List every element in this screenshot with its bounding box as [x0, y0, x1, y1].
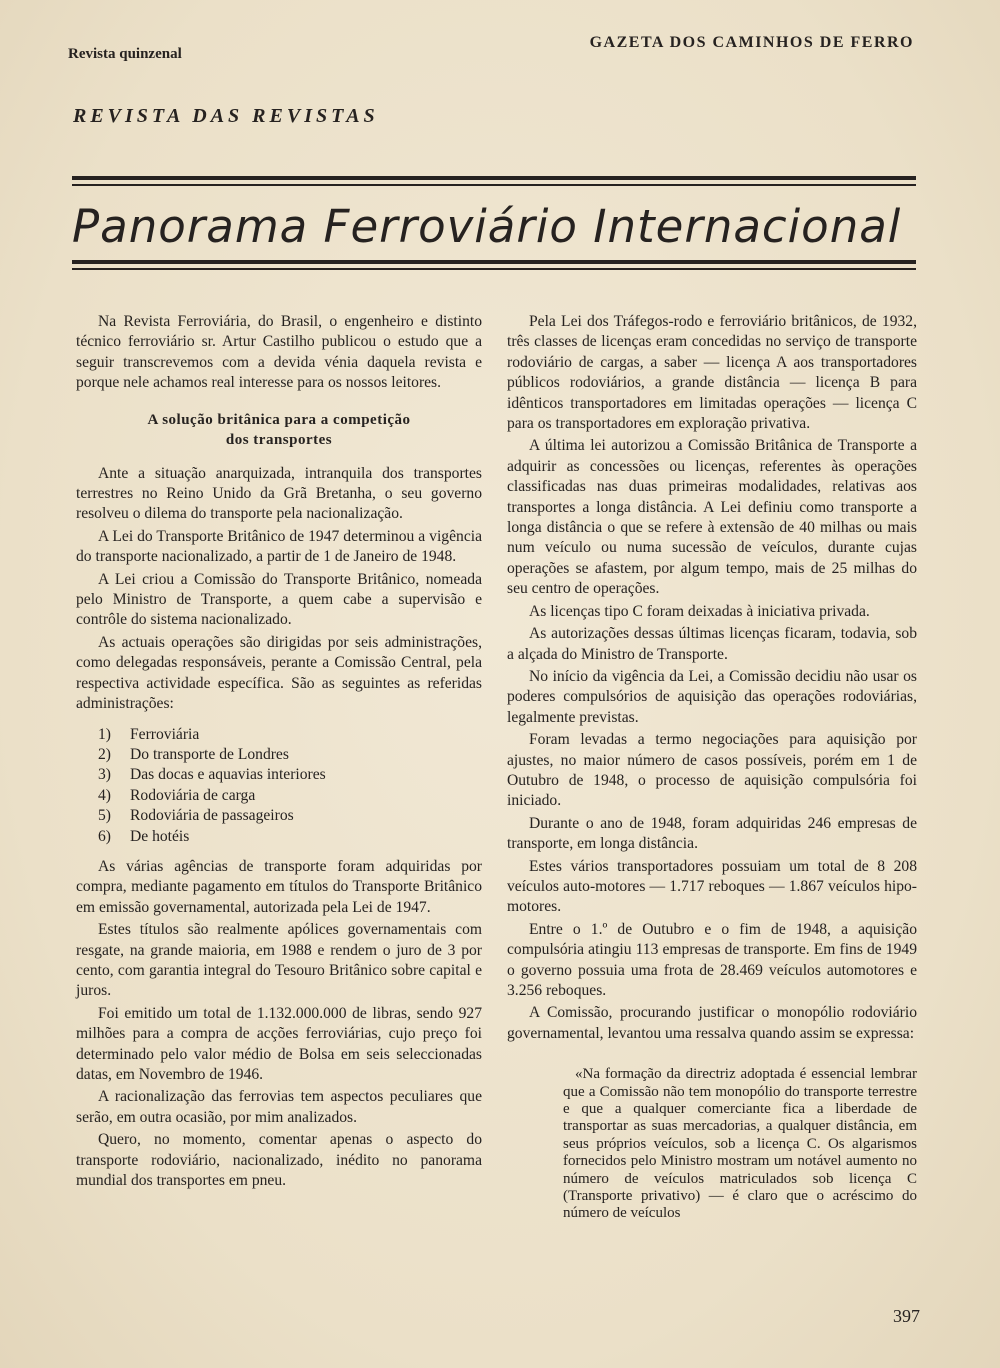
paragraph: Estes títulos são realmente apólices governamentais com resgate, na grande maioria, em 1988 e rendem o juro de 3 por cento, com garantia integral do Tesouro Britânico sobre capital e juros.	[76, 921, 482, 1000]
list-item	[98, 745, 482, 765]
list-number: 2)	[98, 745, 111, 763]
paragraph: Quero, no momento, comentar apenas o aspecto do transporte rodoviário, nacionalizado, inédito no panorama mundial dos transportes em pneu.	[76, 1131, 482, 1190]
list-text: Ferroviária	[130, 725, 200, 743]
paragraph: Entre o 1.º de Outubro e o fim de 1948, a aquisição compulsória atingiu 113 empresas de transporte. Em fins de 1949 o governo possuia uma frota de 28.469 veículos automotores e 3.256 reboques.	[507, 920, 917, 999]
paragraph: As licenças tipo C foram deixadas à iniciativa privada.	[529, 602, 870, 620]
list-text: Do transporte de Londres	[130, 745, 289, 763]
title-rule-bottom-thick	[72, 260, 916, 264]
list-number: 6)	[98, 827, 111, 845]
section-title: REVISTA DAS REVISTAS	[73, 105, 379, 127]
paragraph: Estes vários transportadores possuiam um total de 8 208 veículos auto-motores — 1.717 reboques — 1.867 veículos hipo-motores.	[507, 857, 917, 916]
list-item	[98, 806, 482, 826]
right-column	[507, 312, 917, 1223]
header-left: Revista quinzenal	[68, 46, 182, 62]
list-text: Rodoviária de carga	[130, 786, 256, 804]
subheading	[76, 410, 482, 450]
list-text: De hotéis	[130, 827, 190, 845]
paragraph: Ante a situação anarquizada, intranquila dos transportes terrestres no Reino Unido da Grã Bretanha, o seu governo resolveu o dilema do transporte pela nacionalização.	[76, 464, 482, 523]
list-item	[98, 725, 482, 745]
paragraph: A Lei do Transporte Britânico de 1947 determinou a vigência do transporte nacionalizado, a partir de 1 de Janeiro de 1948.	[76, 527, 482, 566]
paragraph: As várias agências de transporte foram adquiridas por compra, mediante pagamento em títulos do Transporte Britânico em emissão governamental, autorizada pela Lei de 1947.	[76, 857, 482, 916]
list-text: Das docas e aquavias interiores	[130, 766, 326, 784]
paragraph: A racionalização das ferrovias tem aspectos peculiares que serão, em outra ocasião, por mim analizados.	[76, 1088, 482, 1126]
left-column	[76, 312, 482, 1193]
list-item	[98, 765, 482, 785]
paragraph: No início da vigência da Lei, a Comissão decidiu não usar os poderes compulsórios de aquisição das operações rodoviárias, legalmente previstas.	[507, 667, 917, 726]
subheading-line-1: A solução britânica para a competição	[147, 411, 411, 428]
list-item	[98, 786, 482, 806]
block-quote: «Na formação da directriz adoptada é essencial lembrar que a Comissão não tem monopólio do transporte terrestre e que a qualquer comerciante fica a liberdade de transportar as suas mercadorias, a qualquer distância, em seus próprios veículos, sob a licença C. Os algarismos fornecidos pelo Ministro mostram um notável aumento no número de veículos matriculados sob licença C (Transporte privativo) — é claro que o acréscimo do número de veículos	[563, 1066, 917, 1222]
list-number: 1)	[98, 725, 111, 743]
page-number: 397	[893, 1306, 920, 1326]
paragraph: Pela Lei dos Tráfegos-rodo e ferroviário britânicos, de 1932, três classes de licenças eram concedidas no serviço de transporte rodoviário de cargas, a saber — licença A aos transportadores públicos rodoviários, a grande distância — licença B para idênticos transportadores em limitadas operações — licença C para os transportadores em exploração privativa.	[507, 313, 917, 433]
header-right: GAZETA DOS CAMINHOS DE FERRO	[589, 34, 914, 51]
paragraph: Foram levadas a termo negociações para aquisição por ajustes, no maior número de casos possíveis, porém em 1 de Outubro de 1948, o processo de aquisição compulsória foi iniciado.	[507, 731, 917, 810]
title-rule-top-thick	[72, 176, 916, 180]
list-text: Rodoviária de passageiros	[130, 807, 294, 825]
title-rule-top-thin	[72, 184, 916, 186]
paragraph: As actuais operações são dirigidas por seis administrações, como delegadas responsáveis, perante a Comissão Central, pela respectiva actividade específica. São as seguintes as referidas administrações:	[76, 633, 482, 713]
subheading-line-2: dos transportes	[225, 431, 333, 448]
list-number: 3)	[98, 766, 111, 784]
paragraph: A última lei autorizou a Comissão Britânica de Transporte a adquirir as concessões ou licenças, referentes às operações classificadas nas duas primeiras modalidades, relativas aos transportes a longa distância. A Lei definiu como transporte a longa distância o que se refere à extensão de 40 milhas ou mais num veículo ou numa sucessão de veículos, durante cujas operações se afastem, por algum tempo, mais de 25 milhas do seu centro de operações.	[507, 437, 917, 598]
list-item	[98, 827, 482, 847]
title-rule-bottom-thin	[72, 268, 916, 270]
article-title: Panorama Ferroviário Internacional	[72, 200, 902, 253]
administrations-list	[98, 725, 482, 847]
paragraph: A Lei criou a Comissão do Transporte Britânico, nomeada pelo Ministro de Transporte, a quem cabe a supervisão e contrôle do sistema nacionalizado.	[76, 570, 482, 629]
list-number: 4)	[98, 786, 111, 804]
paragraph: Foi emitido um total de 1.132.000.000 de libras, sendo 927 milhões para a compra de acções ferroviárias, cujo preço foi determinado pelo valor médio de Bolsa em seis seleccionadas datas, em Novembro de 1946.	[76, 1004, 482, 1083]
intro-paragraph: Na Revista Ferroviária, do Brasil, o engenheiro e distinto técnico ferroviário sr. Artur Castilho publicou o estudo que a seguir transcrevemos com a devida vénia daquela revista e porque nele achamos real interesse para os nossos leitores.	[76, 313, 482, 392]
paragraph: As autorizações dessas últimas licenças ficaram, todavia, sob a alçada do Ministro de Transporte.	[507, 625, 917, 663]
paragraph: A Comissão, procurando justificar o monopólio rodoviário governamental, levantou uma ressalva quando assim se expressa:	[507, 1004, 917, 1042]
list-number: 5)	[98, 807, 111, 825]
paragraph: Durante o ano de 1948, foram adquiridas 246 empresas de transporte, em longa distância.	[507, 814, 917, 853]
